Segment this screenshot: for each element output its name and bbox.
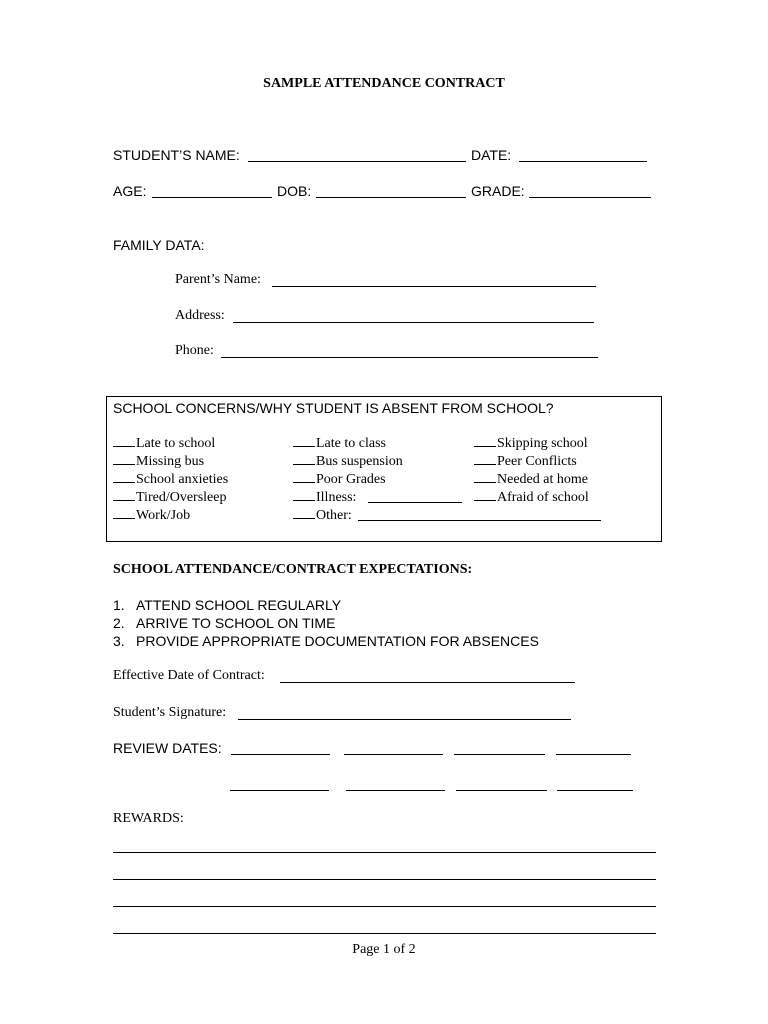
checkbox-blank[interactable] (113, 506, 135, 519)
checkbox-blank[interactable] (474, 470, 496, 483)
dob-field[interactable] (316, 197, 466, 198)
date-field[interactable] (519, 161, 647, 162)
review-date-field[interactable] (454, 754, 545, 755)
concern-item[interactable]: School anxieties (113, 470, 228, 488)
concern-item[interactable]: Poor Grades (293, 470, 386, 488)
checkbox-blank[interactable] (474, 452, 496, 465)
concern-item[interactable]: Needed at home (474, 470, 588, 488)
illness-field[interactable] (368, 502, 462, 503)
student-signature-field[interactable] (238, 719, 571, 720)
checkbox-blank[interactable] (474, 434, 496, 447)
expectation-number: 3. (113, 633, 125, 649)
phone-field[interactable] (221, 357, 598, 358)
rewards-line[interactable] (113, 879, 656, 880)
grade-label: GRADE: (471, 183, 525, 199)
checkbox-blank[interactable] (113, 470, 135, 483)
expectation-number: 1. (113, 597, 125, 613)
parent-name-label: Parent’s Name: (175, 272, 261, 287)
checkbox-blank[interactable] (113, 488, 135, 501)
rewards-heading: REWARDS: (113, 811, 184, 826)
school-concerns-box (106, 396, 662, 542)
expectation-text: PROVIDE APPROPRIATE DOCUMENTATION FOR ABSENCES (136, 633, 539, 649)
concern-item[interactable]: Missing bus (113, 452, 204, 470)
checkbox-blank[interactable] (113, 434, 135, 447)
checkbox-blank[interactable] (293, 470, 315, 483)
checkbox-blank[interactable] (293, 434, 315, 447)
concern-item-other[interactable]: Other: (293, 506, 352, 524)
other-field[interactable] (358, 520, 601, 521)
review-date-field[interactable] (557, 790, 633, 791)
checkbox-blank[interactable] (113, 452, 135, 465)
date-label: DATE: (471, 147, 512, 163)
student-name-label: STUDENT’S NAME: (113, 147, 240, 163)
rewards-line[interactable] (113, 906, 656, 907)
review-dates-label: REVIEW DATES: (113, 740, 222, 756)
checkbox-blank[interactable] (474, 488, 496, 501)
grade-field[interactable] (529, 197, 651, 198)
address-field[interactable] (233, 322, 594, 323)
concern-item[interactable]: Afraid of school (474, 488, 589, 506)
concern-item[interactable]: Late to class (293, 434, 386, 452)
address-label: Address: (175, 308, 225, 323)
concern-item[interactable]: Skipping school (474, 434, 588, 452)
expectation-text: ATTEND SCHOOL REGULARLY (136, 597, 342, 613)
review-date-field[interactable] (231, 754, 330, 755)
review-date-field[interactable] (346, 790, 445, 791)
review-date-field[interactable] (456, 790, 547, 791)
concern-item[interactable]: Work/Job (113, 506, 190, 524)
concern-item[interactable]: Late to school (113, 434, 215, 452)
document-title: SAMPLE ATTENDANCE CONTRACT (263, 76, 505, 91)
effective-date-field[interactable] (280, 682, 575, 683)
page-number: Page 1 of 2 (352, 942, 416, 957)
checkbox-blank[interactable] (293, 488, 315, 501)
expectation-text: ARRIVE TO SCHOOL ON TIME (136, 615, 336, 631)
parent-name-field[interactable] (272, 286, 596, 287)
age-label: AGE: (113, 183, 147, 199)
concern-item-illness[interactable]: Illness: (293, 488, 356, 506)
student-signature-label: Student’s Signature: (113, 705, 227, 720)
expectations-heading: SCHOOL ATTENDANCE/CONTRACT EXPECTATIONS: (113, 562, 473, 577)
student-name-field[interactable] (248, 161, 466, 162)
effective-date-label: Effective Date of Contract: (113, 668, 265, 683)
concern-item[interactable]: Bus suspension (293, 452, 403, 470)
checkbox-blank[interactable] (293, 452, 315, 465)
review-date-field[interactable] (230, 790, 329, 791)
review-date-field[interactable] (344, 754, 443, 755)
rewards-line[interactable] (113, 933, 656, 934)
phone-label: Phone: (175, 343, 214, 358)
expectation-number: 2. (113, 615, 125, 631)
review-date-field[interactable] (556, 754, 631, 755)
rewards-line[interactable] (113, 852, 656, 853)
family-data-heading: FAMILY DATA: (113, 237, 205, 253)
concerns-heading: SCHOOL CONCERNS/WHY STUDENT IS ABSENT FROM SCHOOL? (113, 400, 554, 416)
age-field[interactable] (152, 197, 272, 198)
checkbox-blank[interactable] (293, 506, 315, 519)
concern-item[interactable]: Peer Conflicts (474, 452, 577, 470)
concern-item[interactable]: Tired/Oversleep (113, 488, 226, 506)
dob-label: DOB: (277, 183, 312, 199)
